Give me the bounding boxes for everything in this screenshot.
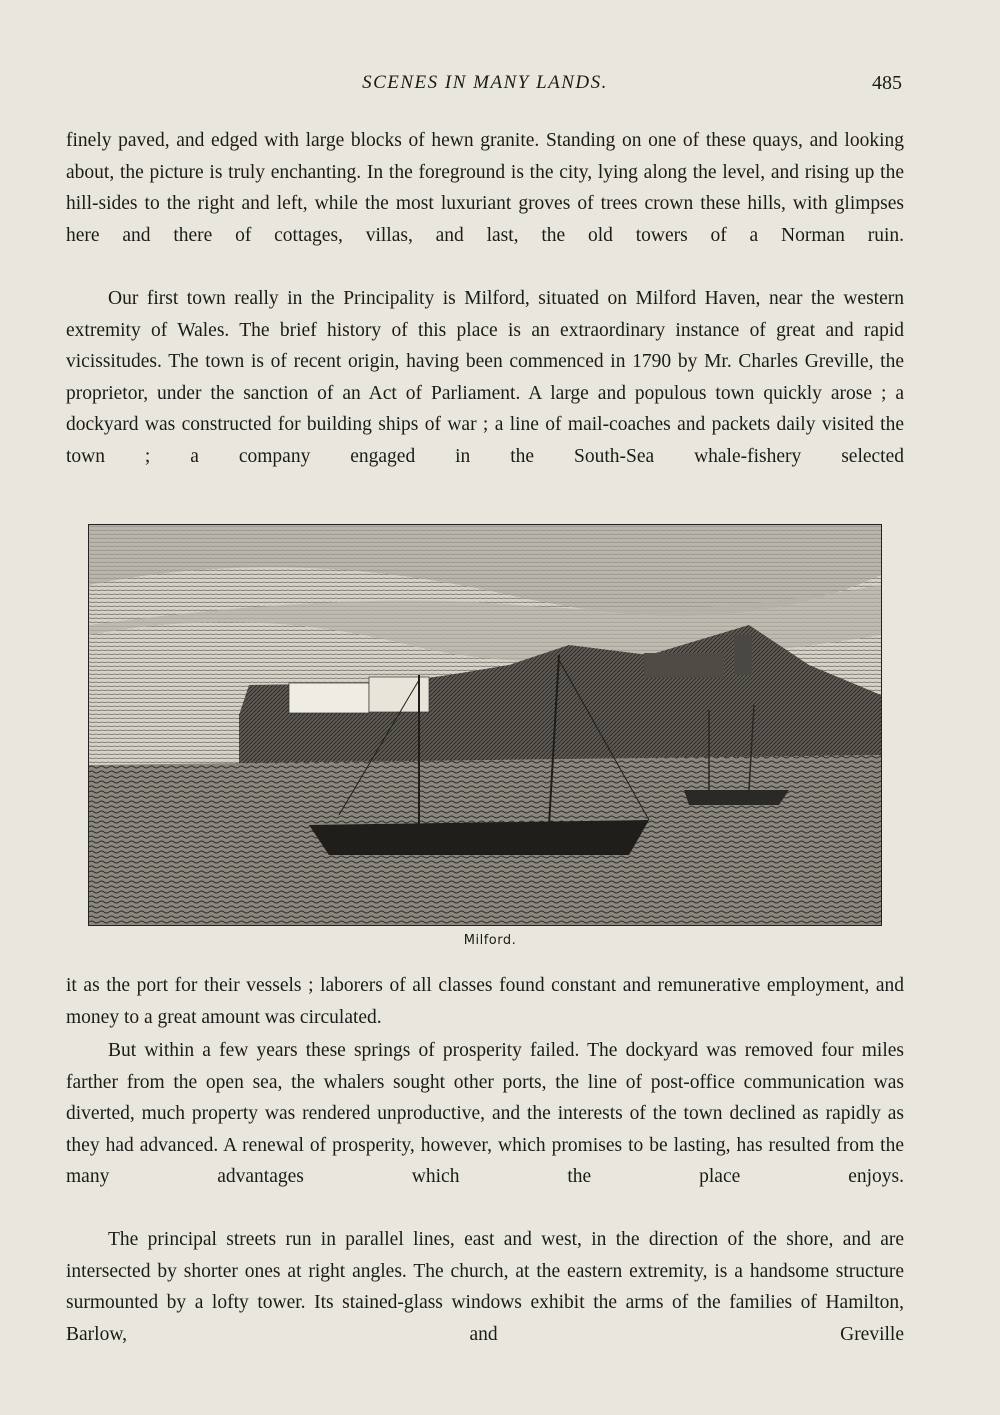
page-number: 485 — [872, 72, 902, 94]
engraving-picture — [89, 525, 881, 925]
paragraph-3: it as the port for their vessels ; laborers of all classes found constant and remunerative employment, and money to a great amount was circulated. — [66, 975, 904, 1028]
running-title: SCENES IN MANY LANDS. — [362, 72, 608, 93]
paragraph-4: But within a few years these springs of prosperity failed. The dockyard was removed four miles farther from the open sea, the whalers sought other ports, the line of post-office communication was diverted, much property was rendered unproductive, and the interests of the town declined as rapidly as they had advanced. A renewal of prosperity, however, which promises to be lasting, has resulted from the many advantages which the place enjoys. — [66, 1040, 904, 1188]
paragraph-1: finely paved, and edged with large blocks of hewn granite. Standing on one of these quays, and looking about, the picture is truly enchanting. In the foreground is the city, lying along the level, and rising up the hill-sides to the right and left, while the most luxuriant groves of trees crown these hills, with glimpses here and there of cottages, villas, and last, the old towers of a Norman ruin. — [66, 130, 904, 246]
paragraph-5: The principal streets run in parallel lines, east and west, in the direction of the shore, and are intersected by shorter ones at right angles. The church, at the eastern extremity, is a handsome structure surmounted by a lofty tower. Its stained-glass windows exhibit the arms of the families of Hamilton, Barlow, and Greville — [66, 1229, 904, 1345]
milford-engraving — [88, 524, 882, 926]
page-header — [66, 72, 904, 102]
illustration-caption: Milford. — [463, 933, 517, 948]
paragraph-2: Our first town really in the Principality is Milford, situated on Milford Haven, near the western extremity of Wales. The brief history of this place is an extraordinary instance of great and rapid vicissitudes. The town is of recent origin, having been commenced in 1790 by Mr. Charles Greville, the proprietor, under the sanction of an Act of Parliament. A large and populous town quickly arose ; a dockyard was constructed for building ships of war ; a line of mail-coaches and packets daily visited the town ; a company engaged in the South-Sea whale-fishery selected — [66, 288, 904, 467]
